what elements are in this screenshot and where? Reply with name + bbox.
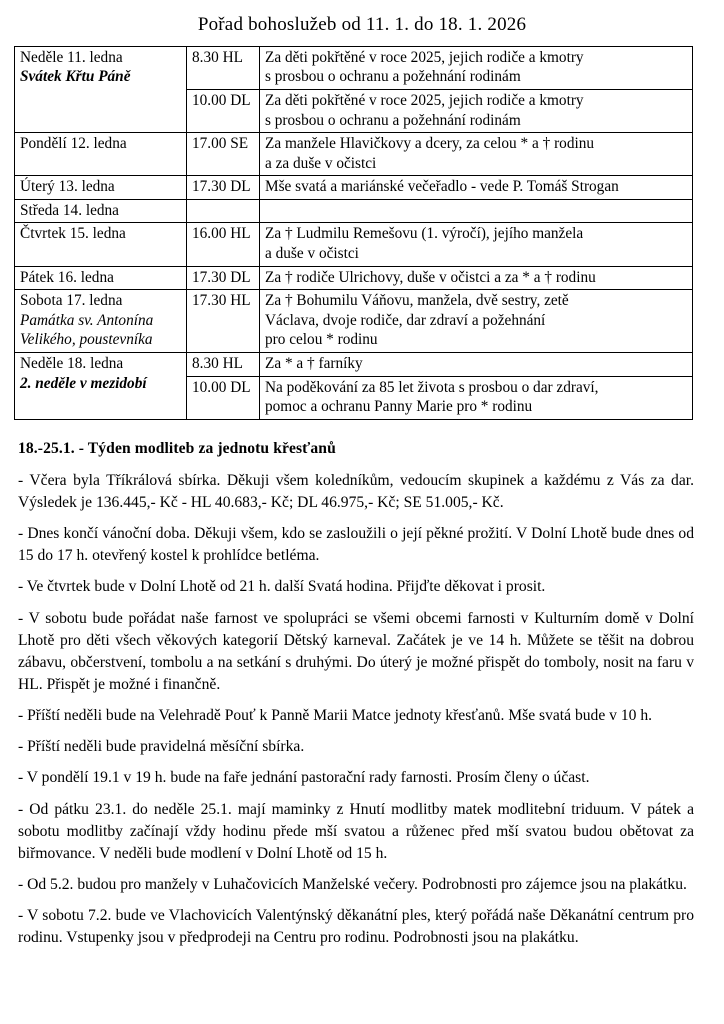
service-time-cell: 17.30 HL bbox=[187, 290, 260, 353]
intention-line: Za * a † farníky bbox=[265, 354, 363, 372]
service-intention-cell bbox=[260, 376, 693, 419]
intention-line: Za † Bohumilu Váňovu, manžela, dvě sestry, zetě bbox=[265, 292, 569, 310]
table-row bbox=[15, 133, 693, 176]
day-feast-name: Památka sv. Antonína bbox=[20, 311, 154, 329]
table-row bbox=[15, 223, 693, 266]
schedule-day-cell bbox=[15, 176, 187, 200]
announcement-item: - Od pátku 23.1. do neděle 25.1. mají maminky z Hnutí modlitby matek modlitební triduum. V pátek a sobotu modlitby začínají vždy hodinu přede mší svatou a růženec před mší svatou budou obětovat za biřmovance. V neděli bude modlení v Dolní Lhotě od 15 h. bbox=[18, 800, 694, 862]
service-time-cell bbox=[187, 199, 260, 223]
day-name: Neděle 18. ledna bbox=[20, 354, 124, 372]
schedule-table-wrapper bbox=[14, 46, 692, 420]
service-time-cell: 16.00 HL bbox=[187, 223, 260, 266]
schedule-day-cell bbox=[15, 46, 187, 132]
service-intention-cell bbox=[260, 199, 693, 223]
day-name: Úterý 13. ledna bbox=[20, 178, 115, 196]
announcements-section bbox=[18, 438, 694, 950]
table-row bbox=[15, 199, 693, 223]
announcement-item: - Příští neděli bude pravidelná měsíční sbírka. bbox=[18, 738, 305, 756]
schedule-day-cell bbox=[15, 266, 187, 290]
day-name: Středa 14. ledna bbox=[20, 201, 119, 219]
schedule-day-cell bbox=[15, 290, 187, 353]
announcements-heading: 18.-25.1. - Týden modliteb za jednotu křesťanů bbox=[18, 439, 336, 457]
announcement-item: - Od 5.2. budou pro manžely v Luhačovicích Manželské večery. Podrobnosti pro zájemce jsou na plakátku. bbox=[18, 875, 687, 893]
day-feast-name: 2. neděle v mezidobí bbox=[20, 374, 147, 392]
day-name: Čtvrtek 15. ledna bbox=[20, 225, 126, 243]
intention-line: Na poděkování za 85 let života s prosbou o dar zdraví, bbox=[265, 378, 599, 396]
intention-line: Za děti pokřtěné v roce 2025, jejich rodiče a kmotry bbox=[265, 92, 584, 109]
announcement-item: - Dnes končí vánoční doba. Děkuji všem, kdo se zasloužili o její pěkné prožití. V Dolní Lhotě bude dnes od 15 do 17 h. otevřený kostel k prohlídce betléma. bbox=[18, 525, 694, 565]
day-name: Neděle 11. ledna bbox=[20, 48, 123, 66]
intention-line: Za manžele Hlavičkovy a dcery, za celou * a † rodinu bbox=[265, 135, 595, 153]
service-time-cell: 8.30 HL bbox=[187, 46, 260, 89]
service-time-cell: 10.00 DL bbox=[187, 90, 260, 133]
announcement-item: - Příští neděli bude na Velehradě Pouť k Panně Marii Matce jednoty křesťanů. Mše svatá bude v 10 h. bbox=[18, 707, 653, 725]
service-time-cell: 17.00 SE bbox=[187, 133, 260, 176]
service-time-cell: 17.30 DL bbox=[187, 176, 260, 200]
day-name: Sobota 17. ledna bbox=[20, 292, 123, 310]
intention-line: Václava, dvoje rodiče, dar zdraví a požehnání bbox=[265, 311, 546, 329]
schedule-day-cell bbox=[15, 223, 187, 266]
day-feast-name-cont: Velikého, poustevníka bbox=[20, 331, 153, 349]
page-title: Pořad bohoslužeb od 11. 1. do 18. 1. 2026 bbox=[197, 14, 527, 35]
intention-line: s prosbou o ochranu a požehnání rodinám bbox=[265, 68, 521, 86]
schedule-day-cell bbox=[15, 352, 187, 419]
table-row bbox=[15, 46, 693, 89]
intention-line: Za děti pokřtěné v roce 2025, jejich rodiče a kmotry bbox=[265, 48, 584, 66]
service-intention-cell bbox=[260, 290, 693, 353]
intention-line: pro celou * rodinu bbox=[265, 331, 378, 349]
service-intention-cell bbox=[260, 133, 693, 176]
intention-line: a duše v očistci bbox=[265, 245, 359, 263]
service-time-cell: 8.30 HL bbox=[187, 352, 260, 376]
intention-line: Za † Ludmilu Remešovu (1. výročí), jejího manžela bbox=[265, 225, 584, 243]
service-intention-cell bbox=[260, 90, 693, 133]
intention-line: a za duše v očistci bbox=[265, 154, 377, 172]
service-intention-cell bbox=[260, 46, 693, 89]
table-row bbox=[15, 352, 693, 376]
service-time-cell: 10.00 DL bbox=[187, 376, 260, 419]
schedule-day-cell bbox=[15, 199, 187, 223]
table-row bbox=[15, 176, 693, 200]
table-row bbox=[15, 266, 693, 290]
service-intention-cell bbox=[260, 352, 693, 376]
announcement-item: - Včera byla Tříkrálová sbírka. Děkuji všem koledníkům, vedoucím skupinek a každému z Vás za dar. Výsledek je 136.445,- Kč - HL 40.683,- Kč; DL 46.975,- Kč; SE 51.005,- Kč. bbox=[18, 471, 694, 511]
intention-line: Za † rodiče Ulrichovy, duše v očistci a za * a † rodinu bbox=[265, 268, 596, 286]
announcement-item: - Ve čtvrtek bude v Dolní Lhotě od 21 h. další Svatá hodina. Přijďte děkovat i prosit. bbox=[18, 578, 546, 596]
intention-line: s prosbou o ochranu a požehnání rodinám bbox=[265, 111, 521, 129]
table-row bbox=[15, 290, 693, 353]
day-feast-name: Svátek Křtu Páně bbox=[20, 68, 131, 86]
mass-schedule-table bbox=[14, 46, 693, 420]
announcement-item: - V pondělí 19.1 v 19 h. bude na faře jednání pastorační rady farnosti. Prosím členy o účast. bbox=[18, 769, 590, 787]
intention-line: pomoc a ochranu Panny Marie pro * rodinu bbox=[265, 398, 533, 416]
intention-line: Mše svatá a mariánské večeřadlo - vede P. Tomáš Strogan bbox=[265, 178, 619, 196]
announcement-item: - V sobotu bude pořádat naše farnost ve spolupráci se všemi obcemi farnosti v Kulturním domě v Dolní Lhotě pro děti všech věkových kategorií Dětský karneval. Začátek je ve 14 h. Můžete se těšit na dobrou zábavu, občerstvení, tombolu a na setkání s druhými. Do úterý je možné přispět do tomboly, nosit na faru v HL. Přispět je možné i finančně. bbox=[18, 609, 694, 693]
service-intention-cell bbox=[260, 266, 693, 290]
schedule-day-cell bbox=[15, 133, 187, 176]
day-name: Pátek 16. ledna bbox=[20, 268, 114, 286]
announcements-list bbox=[18, 470, 694, 950]
service-intention-cell bbox=[260, 223, 693, 266]
service-intention-cell bbox=[260, 176, 693, 200]
service-time-cell: 17.30 DL bbox=[187, 266, 260, 290]
announcement-item: - V sobotu 7.2. bude ve Vlachovicích Valentýnský děkanátní ples, který pořádá naše Děkanátní centrum pro rodinu. Vstupenky jsou v předprodeji na Centru pro rodinu. Podrobnosti jsou na plakátku. bbox=[18, 907, 694, 947]
day-name: Pondělí 12. ledna bbox=[20, 135, 127, 153]
